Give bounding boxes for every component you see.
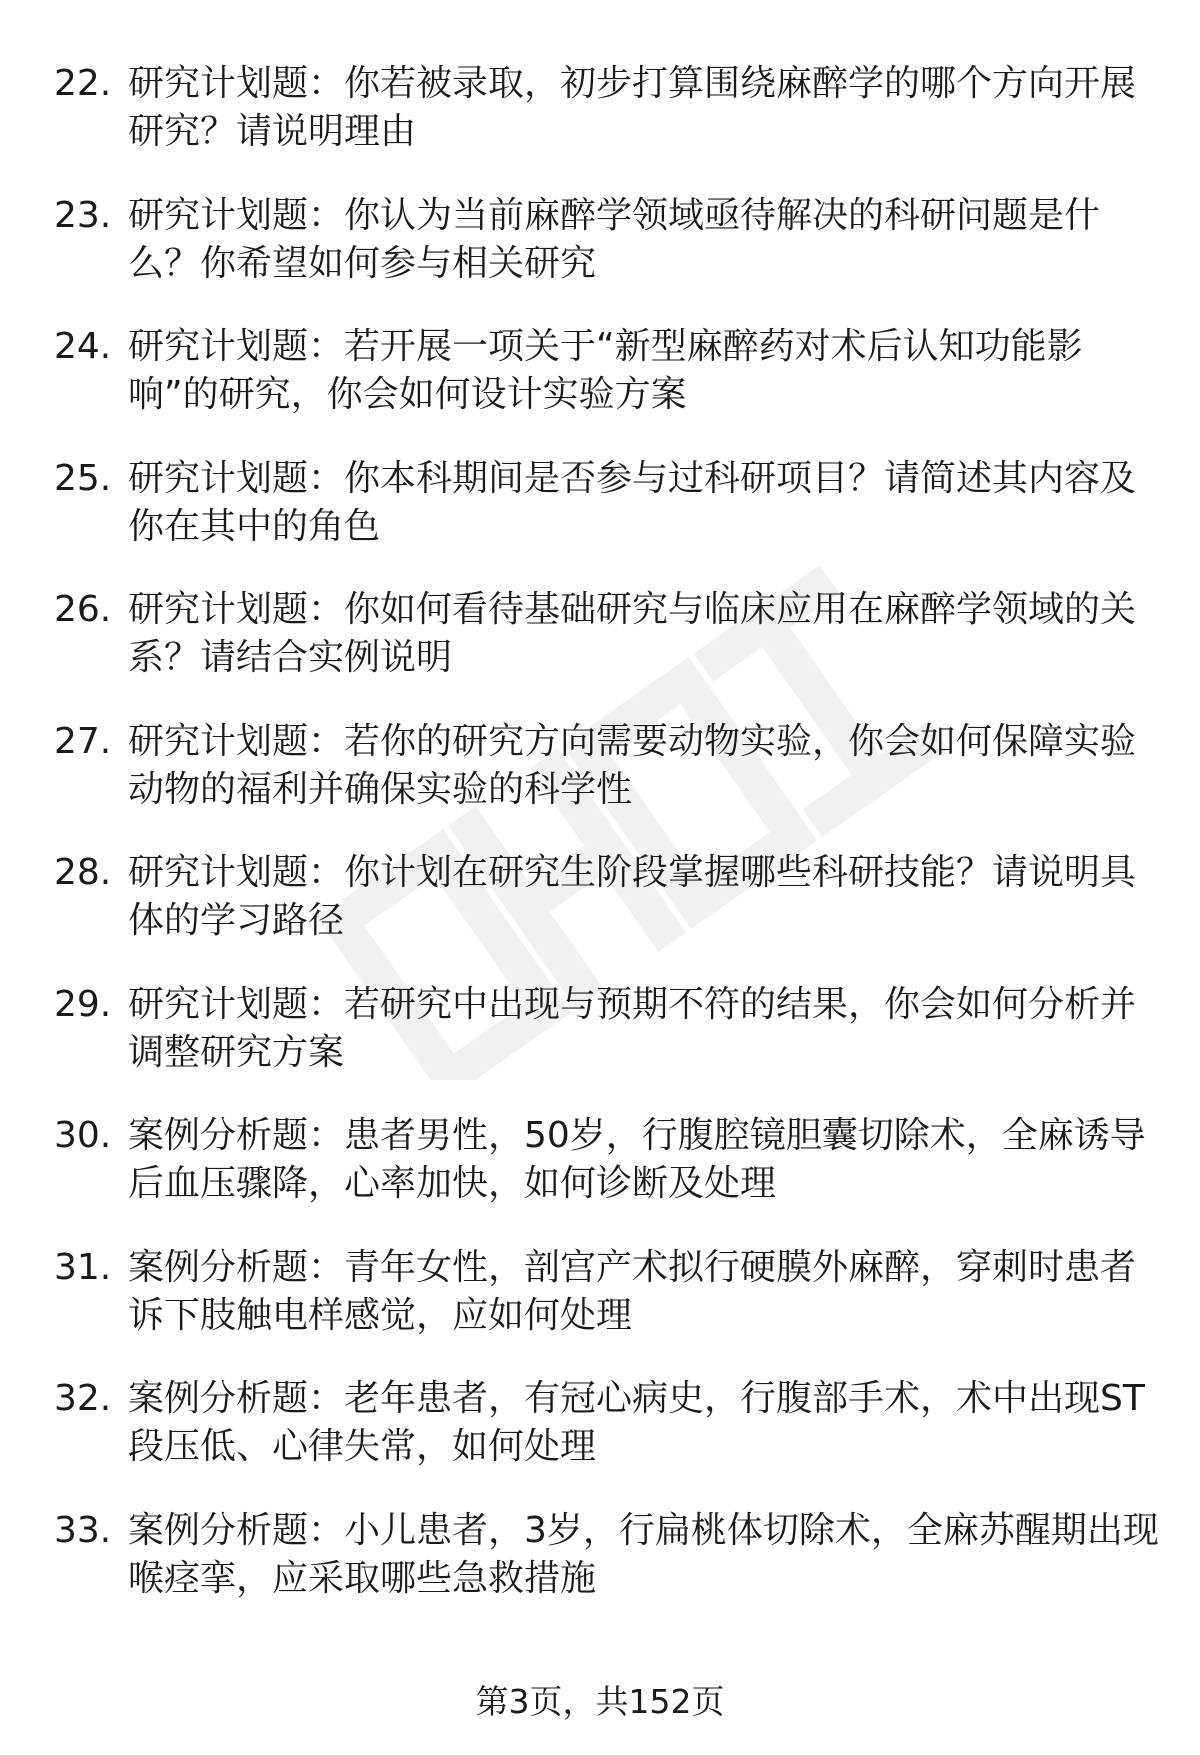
- question-number: 23.: [54, 194, 112, 236]
- question-text: 研究计划题：你本科期间是否参与过科研项目？请简述其内容及你在其中的角色: [128, 457, 1137, 547]
- question-number: 27.: [54, 720, 112, 762]
- question-list: [54, 60, 1164, 1638]
- question-number: 28.: [54, 852, 112, 893]
- question-text: 案例分析题：小儿患者，3岁，行扁桃体切除术，全麻苏醒期出现喉痉挛，应采取哪些急救措施: [128, 1509, 1159, 1599]
- question-item: [54, 1375, 1164, 1507]
- question-item: [54, 1507, 1164, 1639]
- question-item: [54, 981, 1164, 1113]
- question-number: 26.: [54, 589, 112, 630]
- question-item: [54, 455, 1164, 587]
- question-number: 25.: [54, 457, 112, 499]
- question-text: 研究计划题：你认为当前麻醉学领域亟待解决的科研问题是什么？你希望如何参与相关研究: [128, 194, 1101, 284]
- question-item: [54, 323, 1164, 455]
- question-number: 32.: [54, 1378, 112, 1419]
- question-number: 33.: [54, 1509, 112, 1551]
- question-number: 30.: [54, 1115, 112, 1156]
- question-number: 24.: [54, 326, 112, 367]
- question-item: [54, 192, 1164, 324]
- question-number: 31.: [54, 1246, 112, 1288]
- question-text: 案例分析题：患者男性，50岁，行腹腔镜胆囊切除术，全麻诱导后血压骤降，心率加快，如何诊断及处理: [128, 1115, 1146, 1204]
- question-item: [54, 718, 1164, 850]
- question-number: 29.: [54, 983, 112, 1025]
- question-item: [54, 586, 1164, 718]
- page-footer: 第3页，共152页: [475, 1682, 725, 1721]
- question-text: 研究计划题：你计划在研究生阶段掌握哪些科研技能？请说明具体的学习路径: [128, 852, 1137, 941]
- question-text: 案例分析题：青年女性，剖宫产术拟行硬膜外麻醉，穿刺时患者诉下肢触电样感觉，应如何处理: [128, 1246, 1137, 1336]
- question-text: 案例分析题：老年患者，有冠心病史，行腹部手术，术中出现ST段压低、心律失常，如何处理: [128, 1378, 1145, 1467]
- question-text: 研究计划题：若你的研究方向需要动物实验，你会如何保障实验动物的福利并确保实验的科学性: [128, 720, 1137, 810]
- question-item: [54, 60, 1164, 192]
- question-item: [54, 849, 1164, 981]
- question-number: 22.: [54, 63, 112, 104]
- question-text: 研究计划题：若开展一项关于“新型麻醉药对术后认知功能影响”的研究，你会如何设计实验方案: [128, 326, 1083, 415]
- question-text: 研究计划题：你如何看待基础研究与临床应用在麻醉学领域的关系？请结合实例说明: [128, 589, 1137, 678]
- question-item: [54, 1244, 1164, 1376]
- question-item: [54, 1112, 1164, 1244]
- question-text: 研究计划题：若研究中出现与预期不符的结果，你会如何分析并调整研究方案: [128, 983, 1137, 1073]
- question-text: 研究计划题：你若被录取，初步打算围绕麻醉学的哪个方向开展研究？请说明理由: [128, 63, 1137, 152]
